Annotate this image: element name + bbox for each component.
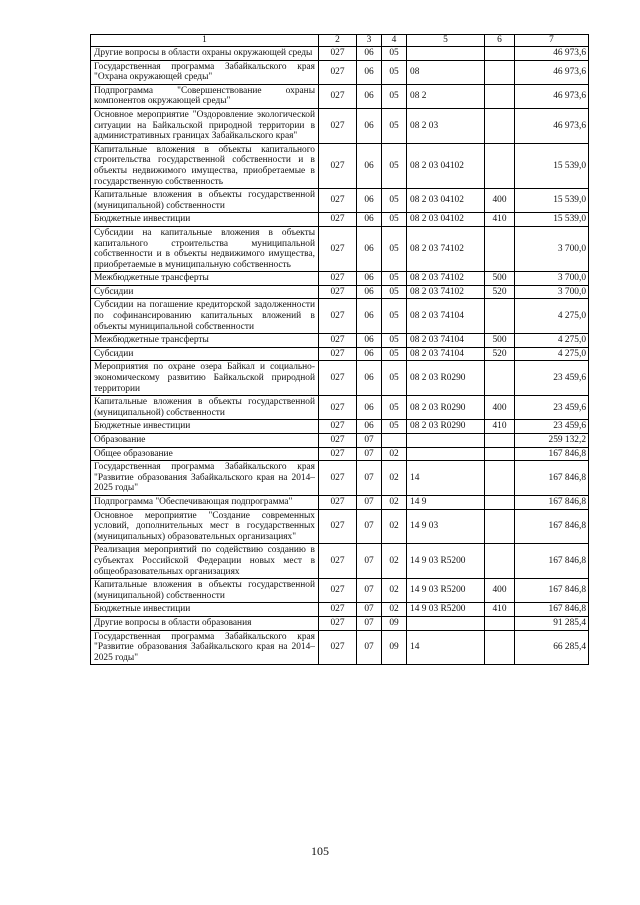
target-article-cell: 08 2 03 R0290 — [407, 420, 485, 434]
ministry-code-cell: 027 — [319, 189, 357, 213]
target-article-cell: 08 — [407, 60, 485, 84]
target-article-cell: 08 2 03 74102 — [407, 272, 485, 286]
expense-type-cell — [485, 60, 515, 84]
row-name-cell: Подпрограмма "Совершенствование охраны компонентов окружающей среды" — [91, 84, 319, 108]
amount-cell: 46 973,6 — [515, 84, 589, 108]
ministry-code-cell: 027 — [319, 226, 357, 271]
ministry-code-cell: 027 — [319, 285, 357, 299]
section-code-cell: 06 — [357, 143, 382, 188]
budget-table-sheet — [90, 34, 588, 665]
expense-type-cell: 520 — [485, 347, 515, 361]
row-name-cell: Другие вопросы в области образования — [91, 616, 319, 630]
ministry-code-cell: 027 — [319, 143, 357, 188]
row-name-cell: Бюджетные инвестиции — [91, 420, 319, 434]
row-name-cell: Капитальные вложения в объекты государственной (муниципальной) собственности — [91, 396, 319, 420]
ministry-code-cell: 027 — [319, 603, 357, 617]
row-name-cell: Государственная программа Забайкальского края "Развитие образования Забайкальского края на 2014–2025 годы" — [91, 461, 319, 496]
expense-type-cell — [485, 447, 515, 461]
subsection-code-cell: 02 — [382, 495, 407, 509]
ministry-code-cell: 027 — [319, 272, 357, 286]
target-article-cell: 08 2 03 74104 — [407, 347, 485, 361]
ministry-code-cell: 027 — [319, 60, 357, 84]
target-article-cell: 14 9 03 R5200 — [407, 579, 485, 603]
subsection-code-cell: 02 — [382, 509, 407, 544]
ministry-code-cell: 027 — [319, 544, 357, 579]
target-article-cell: 08 2 03 04102 — [407, 213, 485, 227]
target-article-cell: 14 9 03 — [407, 509, 485, 544]
amount-cell: 167 846,8 — [515, 495, 589, 509]
section-code-cell: 06 — [357, 108, 382, 143]
table-row — [91, 334, 589, 348]
row-name-cell: Мероприятия по охране озера Байкал и социально-экономическому развитию Байкальской природной территории — [91, 361, 319, 396]
row-name-cell: Государственная программа Забайкальского края "Развитие образования Забайкальского края на 2014–2025 годы" — [91, 630, 319, 665]
target-article-cell: 14 9 03 R5200 — [407, 603, 485, 617]
expense-type-cell — [485, 108, 515, 143]
table-row — [91, 434, 589, 448]
amount-cell: 259 132,2 — [515, 434, 589, 448]
row-name-cell: Другие вопросы в области охраны окружающей среды — [91, 47, 319, 61]
section-code-cell: 07 — [357, 603, 382, 617]
section-code-cell: 07 — [357, 461, 382, 496]
target-article-cell: 08 2 03 — [407, 108, 485, 143]
table-row — [91, 84, 589, 108]
amount-cell: 15 539,0 — [515, 213, 589, 227]
target-article-cell: 08 2 03 04102 — [407, 143, 485, 188]
row-name-cell: Субсидии — [91, 347, 319, 361]
amount-cell: 3 700,0 — [515, 226, 589, 271]
subsection-code-cell: 02 — [382, 579, 407, 603]
subsection-code-cell: 05 — [382, 47, 407, 61]
row-name-cell: Капитальные вложения в объекты капитального строительства государственной собственности и в объекты недвижимого имущества, приобретаемые в государственную собственность — [91, 143, 319, 188]
ministry-code-cell: 027 — [319, 579, 357, 603]
section-code-cell: 06 — [357, 272, 382, 286]
row-name-cell: Основное мероприятие "Создание современных условий, дополнительных мест в государственных (муниципальных) образовательных организациях" — [91, 509, 319, 544]
target-article-cell: 08 2 03 74102 — [407, 285, 485, 299]
table-row — [91, 347, 589, 361]
section-code-cell: 07 — [357, 544, 382, 579]
expense-type-cell: 500 — [485, 334, 515, 348]
table-row — [91, 299, 589, 334]
column-header: 2 — [319, 35, 357, 47]
section-code-cell: 07 — [357, 495, 382, 509]
table-row — [91, 143, 589, 188]
target-article-cell — [407, 434, 485, 448]
row-name-cell: Государственная программа Забайкальского края "Охрана окружающей среды" — [91, 60, 319, 84]
target-article-cell: 08 2 — [407, 84, 485, 108]
amount-cell: 167 846,8 — [515, 579, 589, 603]
subsection-code-cell: 05 — [382, 226, 407, 271]
amount-cell: 46 973,6 — [515, 60, 589, 84]
subsection-code-cell: 05 — [382, 334, 407, 348]
expense-type-cell — [485, 630, 515, 665]
ministry-code-cell: 027 — [319, 396, 357, 420]
subsection-code-cell: 05 — [382, 213, 407, 227]
row-name-cell: Общее образование — [91, 447, 319, 461]
ministry-code-cell: 027 — [319, 213, 357, 227]
row-name-cell: Капитальные вложения в объекты государственной (муниципальной) собственности — [91, 189, 319, 213]
column-header: 1 — [91, 35, 319, 47]
section-code-cell: 07 — [357, 434, 382, 448]
expense-type-cell — [485, 461, 515, 496]
target-article-cell: 08 2 03 74104 — [407, 299, 485, 334]
table-row — [91, 47, 589, 61]
column-header: 6 — [485, 35, 515, 47]
table-row — [91, 544, 589, 579]
section-code-cell: 06 — [357, 60, 382, 84]
target-article-cell: 14 — [407, 461, 485, 496]
ministry-code-cell: 027 — [319, 361, 357, 396]
table-row — [91, 579, 589, 603]
section-code-cell: 06 — [357, 84, 382, 108]
target-article-cell: 08 2 03 74102 — [407, 226, 485, 271]
expense-type-cell — [485, 299, 515, 334]
expense-type-cell — [485, 616, 515, 630]
expense-type-cell — [485, 544, 515, 579]
expense-type-cell — [485, 361, 515, 396]
amount-cell: 3 700,0 — [515, 285, 589, 299]
table-row — [91, 226, 589, 271]
table-row — [91, 213, 589, 227]
ministry-code-cell: 027 — [319, 434, 357, 448]
target-article-cell: 14 — [407, 630, 485, 665]
row-name-cell: Межбюджетные трансферты — [91, 334, 319, 348]
table-row — [91, 189, 589, 213]
amount-cell: 3 700,0 — [515, 272, 589, 286]
section-code-cell: 06 — [357, 285, 382, 299]
expense-type-cell: 410 — [485, 603, 515, 617]
table-row — [91, 272, 589, 286]
subsection-code-cell: 05 — [382, 347, 407, 361]
budget-table — [90, 34, 589, 665]
amount-cell: 15 539,0 — [515, 143, 589, 188]
target-article-cell — [407, 47, 485, 61]
ministry-code-cell: 027 — [319, 347, 357, 361]
column-header: 5 — [407, 35, 485, 47]
expense-type-cell — [485, 495, 515, 509]
target-article-cell — [407, 447, 485, 461]
ministry-code-cell: 027 — [319, 299, 357, 334]
section-code-cell: 06 — [357, 347, 382, 361]
section-code-cell: 06 — [357, 189, 382, 213]
table-row — [91, 616, 589, 630]
ministry-code-cell: 027 — [319, 420, 357, 434]
ministry-code-cell: 027 — [319, 84, 357, 108]
subsection-code-cell: 05 — [382, 272, 407, 286]
target-article-cell: 08 2 03 R0290 — [407, 361, 485, 396]
amount-cell: 23 459,6 — [515, 396, 589, 420]
expense-type-cell: 410 — [485, 213, 515, 227]
row-name-cell: Образование — [91, 434, 319, 448]
ministry-code-cell: 027 — [319, 616, 357, 630]
table-row — [91, 108, 589, 143]
expense-type-cell: 400 — [485, 189, 515, 213]
row-name-cell: Бюджетные инвестиции — [91, 213, 319, 227]
subsection-code-cell: 05 — [382, 143, 407, 188]
table-row — [91, 495, 589, 509]
column-header: 7 — [515, 35, 589, 47]
section-code-cell: 06 — [357, 226, 382, 271]
expense-type-cell: 520 — [485, 285, 515, 299]
row-name-cell: Межбюджетные трансферты — [91, 272, 319, 286]
subsection-code-cell: 05 — [382, 189, 407, 213]
row-name-cell: Субсидии на капитальные вложения в объекты капитального строительства муниципальной собственности и в объекты недвижимого имущества, приобретаемые в муниципальную собственность — [91, 226, 319, 271]
ministry-code-cell: 027 — [319, 461, 357, 496]
row-name-cell: Основное мероприятие "Оздоровление экологической ситуации на Байкальской природной территории в административных границах Забайкальского края" — [91, 108, 319, 143]
target-article-cell: 08 2 03 R0290 — [407, 396, 485, 420]
header-row — [91, 35, 589, 47]
target-article-cell: 08 2 03 04102 — [407, 189, 485, 213]
amount-cell: 15 539,0 — [515, 189, 589, 213]
section-code-cell: 07 — [357, 630, 382, 665]
ministry-code-cell: 027 — [319, 334, 357, 348]
section-code-cell: 06 — [357, 299, 382, 334]
table-row — [91, 630, 589, 665]
subsection-code-cell: 02 — [382, 603, 407, 617]
column-header: 4 — [382, 35, 407, 47]
amount-cell: 23 459,6 — [515, 361, 589, 396]
page-number: 105 — [311, 844, 329, 858]
subsection-code-cell: 05 — [382, 396, 407, 420]
table-row — [91, 285, 589, 299]
target-article-cell — [407, 616, 485, 630]
amount-cell: 46 973,6 — [515, 108, 589, 143]
row-name-cell: Субсидии — [91, 285, 319, 299]
amount-cell: 4 275,0 — [515, 334, 589, 348]
amount-cell: 23 459,6 — [515, 420, 589, 434]
target-article-cell: 14 9 — [407, 495, 485, 509]
amount-cell: 4 275,0 — [515, 347, 589, 361]
expense-type-cell — [485, 47, 515, 61]
target-article-cell: 14 9 03 R5200 — [407, 544, 485, 579]
expense-type-cell: 400 — [485, 579, 515, 603]
row-name-cell: Реализация мероприятий по содействию созданию в субъектах Российской Федерации новых мест в общеобразовательных организациях — [91, 544, 319, 579]
row-name-cell: Подпрограмма "Обеспечивающая подпрограмма" — [91, 495, 319, 509]
ministry-code-cell: 027 — [319, 495, 357, 509]
ministry-code-cell: 027 — [319, 108, 357, 143]
expense-type-cell: 410 — [485, 420, 515, 434]
row-name-cell: Капитальные вложения в объекты государственной (муниципальной) собственности — [91, 579, 319, 603]
subsection-code-cell: 05 — [382, 108, 407, 143]
amount-cell: 66 285,4 — [515, 630, 589, 665]
subsection-code-cell: 02 — [382, 544, 407, 579]
table-row — [91, 509, 589, 544]
expense-type-cell — [485, 226, 515, 271]
target-article-cell: 08 2 03 74104 — [407, 334, 485, 348]
table-row — [91, 420, 589, 434]
subsection-code-cell: 05 — [382, 299, 407, 334]
amount-cell: 167 846,8 — [515, 603, 589, 617]
section-code-cell: 07 — [357, 509, 382, 544]
table-body — [91, 47, 589, 665]
subsection-code-cell — [382, 434, 407, 448]
table-row — [91, 60, 589, 84]
row-name-cell: Бюджетные инвестиции — [91, 603, 319, 617]
amount-cell: 167 846,8 — [515, 509, 589, 544]
amount-cell: 167 846,8 — [515, 544, 589, 579]
subsection-code-cell: 05 — [382, 420, 407, 434]
amount-cell: 4 275,0 — [515, 299, 589, 334]
amount-cell: 167 846,8 — [515, 447, 589, 461]
section-code-cell: 06 — [357, 334, 382, 348]
amount-cell: 167 846,8 — [515, 461, 589, 496]
expense-type-cell — [485, 509, 515, 544]
expense-type-cell — [485, 434, 515, 448]
ministry-code-cell: 027 — [319, 509, 357, 544]
table-row — [91, 603, 589, 617]
section-code-cell: 06 — [357, 47, 382, 61]
subsection-code-cell: 09 — [382, 616, 407, 630]
amount-cell: 46 973,6 — [515, 47, 589, 61]
table-row — [91, 396, 589, 420]
section-code-cell: 06 — [357, 213, 382, 227]
ministry-code-cell: 027 — [319, 630, 357, 665]
table-row — [91, 461, 589, 496]
section-code-cell: 06 — [357, 396, 382, 420]
subsection-code-cell: 05 — [382, 361, 407, 396]
subsection-code-cell: 02 — [382, 447, 407, 461]
subsection-code-cell: 09 — [382, 630, 407, 665]
row-name-cell: Субсидии на погашение кредиторской задолженности по софинансированию капитальных вложений в объекты муниципальной собственности — [91, 299, 319, 334]
section-code-cell: 07 — [357, 579, 382, 603]
ministry-code-cell: 027 — [319, 447, 357, 461]
subsection-code-cell: 02 — [382, 461, 407, 496]
subsection-code-cell: 05 — [382, 84, 407, 108]
section-code-cell: 07 — [357, 616, 382, 630]
column-header: 3 — [357, 35, 382, 47]
table-row — [91, 447, 589, 461]
section-code-cell: 07 — [357, 447, 382, 461]
expense-type-cell — [485, 143, 515, 188]
expense-type-cell: 400 — [485, 396, 515, 420]
section-code-cell: 06 — [357, 361, 382, 396]
expense-type-cell: 500 — [485, 272, 515, 286]
subsection-code-cell: 05 — [382, 285, 407, 299]
table-row — [91, 361, 589, 396]
subsection-code-cell: 05 — [382, 60, 407, 84]
ministry-code-cell: 027 — [319, 47, 357, 61]
expense-type-cell — [485, 84, 515, 108]
amount-cell: 91 285,4 — [515, 616, 589, 630]
section-code-cell: 06 — [357, 420, 382, 434]
